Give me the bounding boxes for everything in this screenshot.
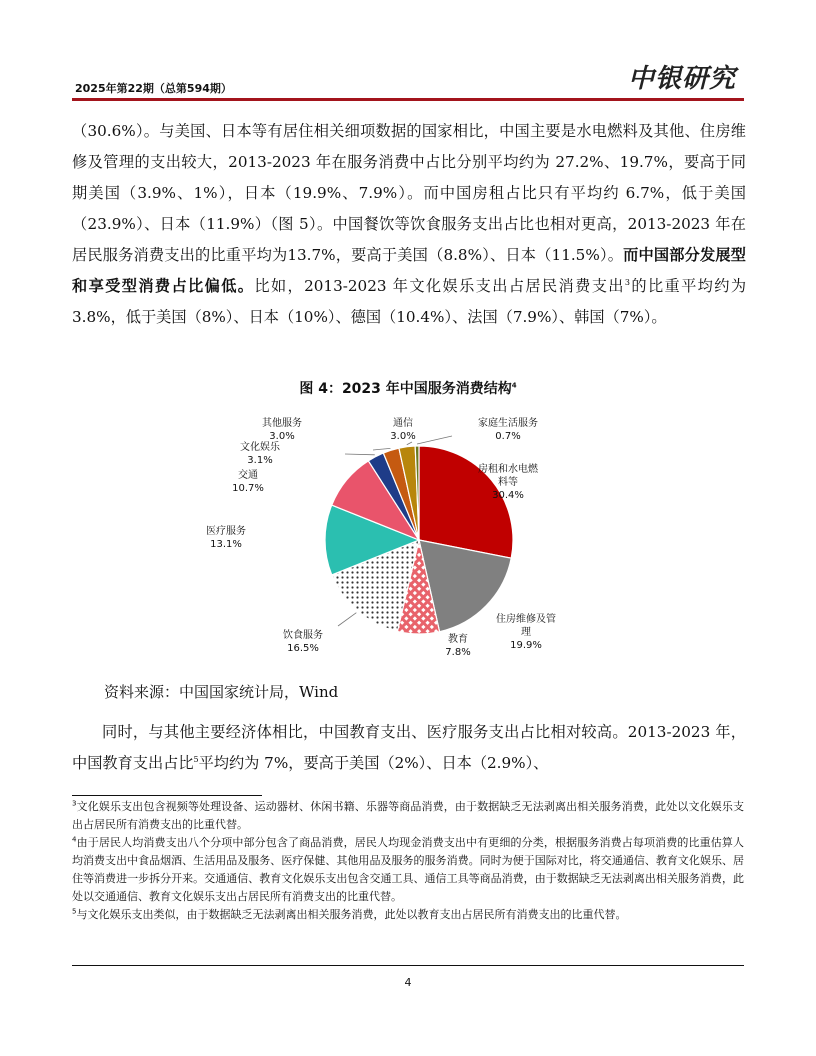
slice-label-2: 教育 7.8% [445, 634, 471, 658]
leader-line-9 [417, 436, 452, 444]
slice-label-0: 房租和水电燃料等 30.4% [478, 464, 538, 501]
leader-line-8 [407, 442, 412, 445]
page-number: 4 [404, 976, 412, 989]
leader-line-6 [345, 454, 375, 455]
slice-label-1: 住房维修及管理 19.9% [496, 614, 556, 651]
paragraph-2-text-a: 同时，与其他主要经济体相比，中国教育支出、医疗服务支出占比相对较高。2013-2023 年，中国教育支出占比 [72, 723, 746, 772]
footnote-ref-5[interactable]: 5 [193, 754, 199, 764]
slice-label-3: 饮食服务 16.5% [283, 630, 323, 654]
footnote-5 [72, 906, 744, 924]
slice-label-9: 家庭生活服务 0.7% [478, 418, 538, 442]
footnote-ref-4[interactable]: 4 [511, 381, 517, 390]
slice-label-4: 医疗服务 13.1% [206, 526, 246, 550]
pie-chart [190, 400, 630, 675]
slice-label-6: 文化娱乐 3.1% [240, 442, 280, 466]
header-divider [72, 98, 744, 101]
paragraph-2 [72, 717, 746, 779]
footer-divider [72, 965, 744, 966]
paragraph-1-text-a: （30.6%）。与美国、日本等有居住相关细项数据的国家相比，中国主要是水电燃料及其他、住房维修及管理的支出较大，2013-2023 年在服务消费中占比分别平均约为 27.2%、19.7%，要高于同期美国（3.9%、1%），日本（19.9%、7.9%）。而中国房租占比只有平均约 6.7%，低于美国（23.9%）、日本（11.9%）（图 5）。中国餐饮等饮食服务支出占比也相对更高，2013-2023 年在居民服务消费支出的比重平均为13.7%，要高于美国（8.8%）、日本（11.5%）。 [72, 122, 746, 264]
footnote-5-text: 与文化娱乐支出类似，由于数据缺乏无法剥离出相关服务消费，此处以教育支出占居民所有消费支出的比重代替。 [76, 908, 627, 921]
slice-label-7: 其他服务 3.0% [262, 418, 302, 442]
paragraph-1-text-b: 比如，2013-2023 年文化娱乐支出占居民消费支出 [254, 277, 625, 295]
pie-slice-0 [419, 446, 513, 558]
footnote-4-text: 由于居民人均消费支出八个分项中部分包含了商品消费，居民人均现金消费支出中有更细的分类，根据服务消费占每项消费的比重估算人均消费支出中食品烟酒、生活用品及服务、医疗保健、其他用品及服务的服务消费。同时为便于国际对比，将交通通信、教育文化娱乐、居住等消费进一步拆分开来。交通通信、教育文化娱乐支出包含交通工具、通信工具等商品消费，由于数据缺乏无法剥离出相关服务消费，此处以交通通信、教育文化娱乐支出占居民所有消费支出的比重代替。 [72, 836, 744, 903]
footnote-3 [72, 798, 744, 834]
footnote-3-mark: 3 [72, 799, 77, 808]
slice-label-5: 交通 10.7% [232, 470, 264, 494]
footnote-divider [72, 795, 262, 796]
footnotes [72, 798, 744, 924]
paragraph-1-bold-text: 而中国部分发展型和享受型消费占比偏低。 [72, 246, 746, 295]
issue-label: 2025年第22期（总第594期） [75, 82, 232, 95]
footnote-5-mark: 5 [72, 907, 77, 916]
paragraph-1 [72, 116, 746, 333]
figure-title [0, 378, 816, 398]
figure-title-text: 图 4：2023 年中国服务消费结构 [299, 381, 512, 397]
figure-source: 资料来源：中国国家统计局，Wind [104, 683, 339, 701]
footnote-4 [72, 834, 744, 906]
brand-logo: 中银研究 [628, 64, 737, 94]
slice-label-8: 通信 3.0% [390, 418, 416, 442]
footnote-4-mark: 4 [72, 835, 77, 844]
footnote-3-text: 文化娱乐支出包含视频等处理设备、运动器材、休闲书籍、乐器等商品消费，由于数据缺乏无法剥离出相关服务消费，此处以文化娱乐支出占居民所有消费支出的比重代替。 [72, 800, 744, 831]
paragraph-1-text-c: 的比重平均约为 3.8%，低于美国（8%）、日本（10%）、德国（10.4%）、法国（7.9%）、韩国（7%）。 [72, 277, 747, 326]
paragraph-2-text-b: 平均约为 7%，要高于美国（2%）、日本（2.9%）、 [198, 754, 549, 772]
leader-line-3 [338, 613, 356, 626]
footnote-ref-3[interactable]: 3 [624, 277, 630, 287]
leader-line-7 [373, 448, 390, 450]
